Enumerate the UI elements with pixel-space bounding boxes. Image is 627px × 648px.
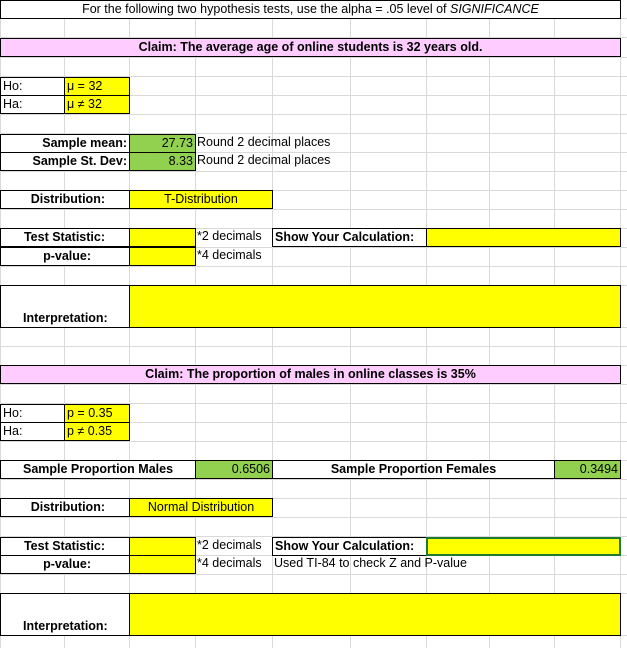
pvalue-label-2: p-value: (0, 555, 130, 574)
distribution-value-2[interactable]: Normal Distribution (129, 498, 273, 517)
interpretation-label-2: Interpretation: (0, 593, 130, 636)
prop-males-value: 0.6506 (195, 460, 273, 479)
calc-value-1[interactable] (426, 228, 621, 247)
claim-1-banner: Claim: The average age of online students is 32 years old. (0, 38, 621, 57)
sample-sd-value: 8.33 (129, 152, 196, 171)
interpretation-label-1: Interpretation: (0, 285, 130, 328)
sample-mean-note: Round 2 decimal places (197, 135, 331, 149)
distribution-label-2: Distribution: (0, 498, 130, 517)
sample-mean-value: 27.73 (129, 134, 196, 153)
test-stat-value-2[interactable] (129, 537, 196, 556)
instruction-text: For the following two hypothesis tests, use the alpha = .05 level of (82, 2, 450, 16)
pvalue-note-2: *4 decimals (197, 556, 262, 570)
ha-value-1[interactable]: μ ≠ 32 (64, 95, 130, 114)
calc-value-2[interactable] (426, 537, 621, 556)
pvalue-label-1: p-value: (0, 247, 130, 266)
test-stat-label-1: Test Statistic: (0, 228, 130, 247)
test-stat-value-1[interactable] (129, 228, 196, 247)
ho-value-1[interactable]: μ = 32 (64, 77, 130, 96)
sample-mean-label: Sample mean: (0, 134, 130, 153)
interpretation-value-1[interactable] (129, 285, 621, 328)
pvalue-extra-note: Used TI-84 to check Z and P-value (274, 556, 467, 570)
distribution-label-1: Distribution: (0, 190, 130, 209)
sample-sd-note: Round 2 decimal places (197, 153, 331, 167)
calc-label-2: Show Your Calculation: (272, 537, 427, 556)
test-stat-note-1: *2 decimals (197, 229, 262, 243)
pvalue-value-2[interactable] (129, 555, 196, 574)
claim-2-banner: Claim: The proportion of males in online classes is 35% (0, 365, 621, 384)
test-stat-note-2: *2 decimals (197, 538, 262, 552)
sample-sd-label: Sample St. Dev: (0, 152, 130, 171)
ho-label-2: Ho: (0, 404, 65, 423)
pvalue-value-1[interactable] (129, 247, 196, 266)
ha-value-2[interactable]: p ≠ 0.35 (64, 422, 130, 441)
prop-females-label: Sample Proportion Females (272, 460, 555, 479)
ho-value-2[interactable]: p = 0.35 (64, 404, 130, 423)
ha-label-1: Ha: (0, 95, 65, 114)
prop-males-label: Sample Proportion Males (0, 460, 196, 479)
calc-label-1: Show Your Calculation: (272, 228, 427, 247)
ho-label-1: Ho: (0, 77, 65, 96)
pvalue-note-1: *4 decimals (197, 248, 262, 262)
instruction-header (0, 0, 621, 19)
ha-label-2: Ha: (0, 422, 65, 441)
interpretation-value-2[interactable] (129, 593, 621, 636)
instruction-emphasis: SIGNIFICANCE (450, 2, 539, 16)
prop-females-value: 0.3494 (554, 460, 621, 479)
test-stat-label-2: Test Statistic: (0, 537, 130, 556)
distribution-value-1[interactable]: T-Distribution (129, 190, 273, 209)
